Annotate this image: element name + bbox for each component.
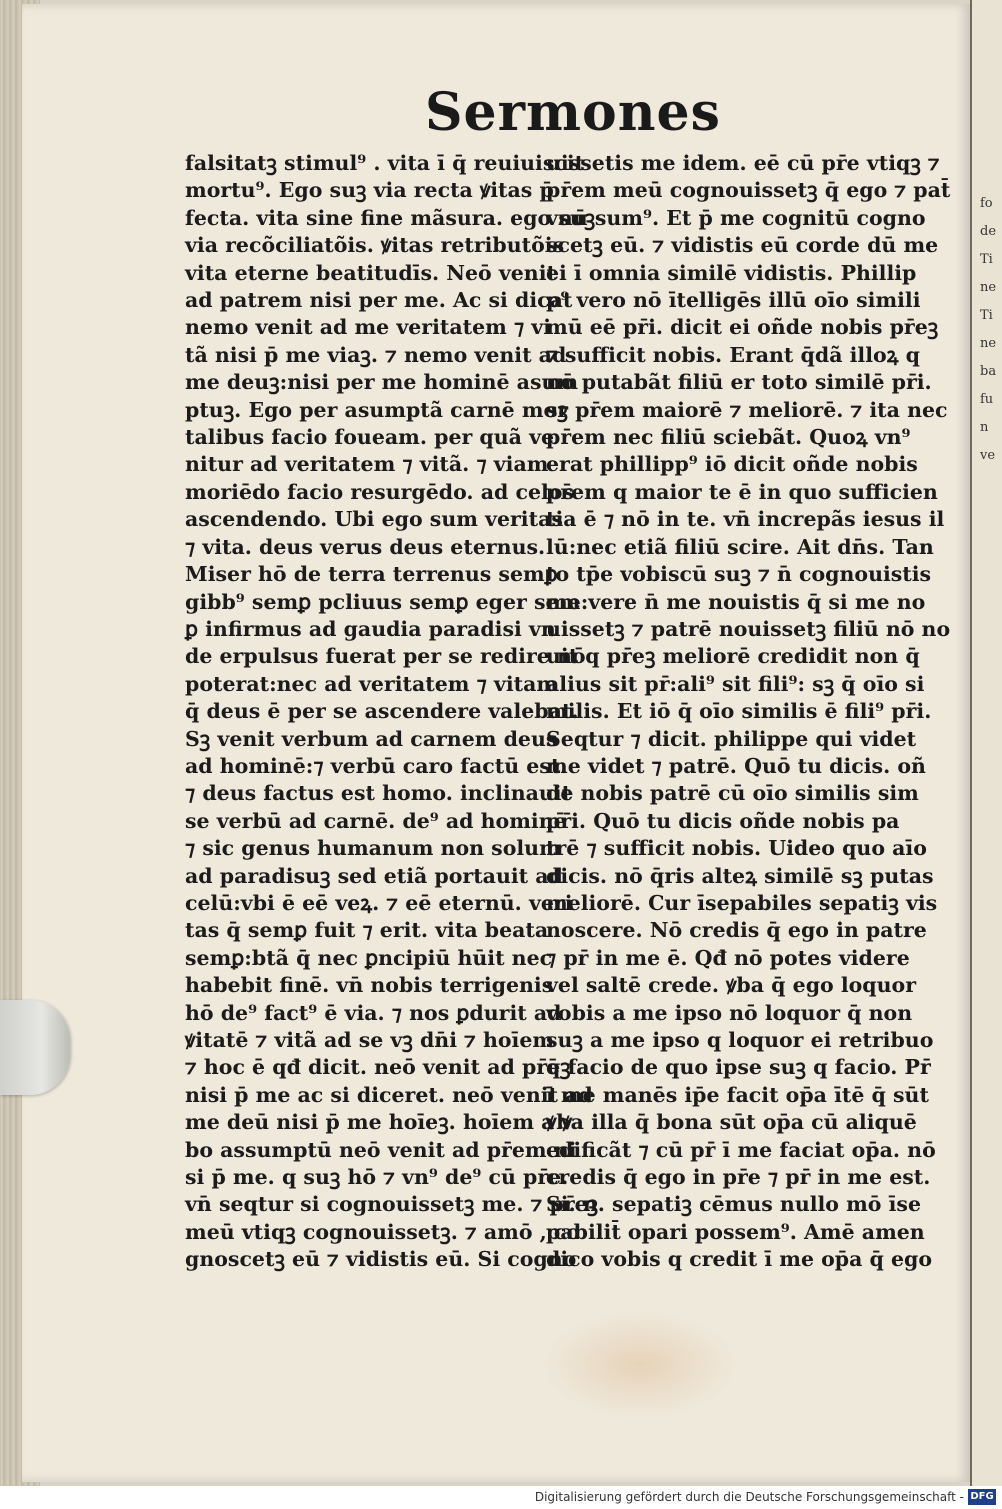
text-line: dicis. nō q̄ris alteꝝ similē sꝫ putas: [546, 863, 934, 888]
text-line: lū:nec etiã filiū scire. Ait dn̄s. Tan: [546, 534, 934, 559]
text-line: ptuꝫ. Ego per asumptã carnē mor: [185, 397, 568, 422]
text-line: ⁊ hoc ē qđ dicit. neō venit ad pr̄eꝫ: [185, 1055, 571, 1080]
text-line: q̄ facio de quo ipse suꝫ q facio. Pr̄: [546, 1055, 931, 1080]
text-line: Sꝫ venit verbum ad carnem deus: [185, 726, 558, 751]
page-clip: [0, 1000, 70, 1095]
text-line: ⁊ sic genus humanum non solum: [185, 836, 561, 861]
text-line: me deuꝫ:nisi per me hominē asum: [185, 370, 579, 395]
text-line: de erpulsus fuerat per se redire nō: [185, 644, 586, 669]
text-line: tas q̄ semꝑ fuit ⁊ erit. vita beata: [185, 918, 549, 943]
text-line: de nobis patrē cū oīo similis sim: [546, 781, 919, 806]
text-line: ⁊ vita. deus verus deus eternus.: [185, 534, 546, 559]
text-line: uit q pr̄eꝫ meliorē credidit non q̄: [546, 644, 920, 669]
text-line: mū eē pr̄i. dicit ei oñde nobis pr̄eꝫ: [546, 315, 939, 340]
text-line: nitur ad veritatem ⁊ vitã. ⁊ viam: [185, 452, 549, 477]
adjacent-page-fragment: Ti: [980, 308, 993, 323]
adjacent-page-fragment: ve: [980, 448, 996, 463]
text-line: moriēdo facio resurgēdo. ad celos: [185, 479, 574, 504]
text-line: falsitatꝫ stimul⁹ . vita ī q̄ reuiuiscit: [185, 151, 585, 175]
text-line: to tp̄e vobiscū suꝫ ⁊ n̄ cognouistis: [546, 562, 932, 587]
text-column-left: [185, 150, 599, 1274]
text-line: nisi p̄ me ac si diceret. neō venit ad: [185, 1082, 593, 1107]
text-line: fecta. vita sine fine mãsura. ego suꝫ: [185, 205, 596, 230]
text-line: q̄ deus ē per se ascendere valebat.: [185, 699, 579, 724]
text-line: meū vtiqꝫ cognouissetꝫ. ⁊ amō , co: [185, 1219, 581, 1244]
text-line: bo assumptū neō venit ad pr̄em ni: [185, 1137, 577, 1162]
text-line: pr̄em q maior te ē in quo sufficien: [546, 479, 938, 504]
text-line: hō de⁹ fact⁹ ē via. ⁊ nos ꝑdurit ad: [185, 1000, 562, 1025]
text-line: ī me manēs ip̄e facit op̄a ītē q̄ sūt: [546, 1082, 929, 1107]
text-line: nō putabãt filiū er toto similē pr̄i.: [546, 370, 932, 395]
text-line: nemo venit ad me veritatem ⁊ vi: [185, 315, 551, 340]
text-line: credis q̄ ego in pr̄e ⁊ pr̄ in me est.: [546, 1165, 931, 1190]
text-line: me deū nisi p̄ me hoīeꝫ. hoīem a ꝟ: [185, 1110, 572, 1135]
text-line: ad hominē:⁊ verbū caro factū est.: [185, 753, 568, 778]
text-line: mortu⁹. Ego suꝫ via recta ꝟitas p̄: [185, 178, 554, 203]
text-line: ꝟba illa q̄ bona sūt op̄a cū aliquē: [546, 1110, 917, 1135]
text-line: vn̄ seqtur si cognouissetꝫ me. ⁊ pr̄eꝫ: [185, 1192, 599, 1217]
text-line: vnū sum⁹. Et p̄ me cognitū cogno: [546, 205, 926, 230]
text-line: edificãt ⁊ cū pr̄ ī me faciat op̄a. nō: [546, 1137, 936, 1162]
text-line: Si. n. sepatiꝫ cēmus nullo mō īse: [546, 1192, 921, 1217]
adjacent-page-fragment: ne: [980, 280, 997, 295]
adjacent-page-edge: [970, 0, 1002, 1486]
text-line: Miser hō de terra terrenus semꝑ: [185, 562, 558, 587]
text-line: se verbū ad carnē. de⁹ ad hominē: [185, 808, 567, 833]
adjacent-page-fragment: fu: [980, 392, 994, 407]
text-column-right: [546, 150, 951, 1274]
footer-bar: [0, 1486, 1000, 1509]
text-line: gnoscetꝫ eū ⁊ vidistis eū. Si cogno: [185, 1247, 577, 1272]
text-line: me videt ⁊ patrē. Quō tu dicis. oñ: [546, 753, 926, 778]
text-line: ⁊ deus factus est homo. inclinauit: [185, 781, 572, 806]
page-stain: [540, 1310, 740, 1420]
text-line: ei ī omnia similē vidistis. Phillip: [546, 260, 917, 285]
text-line: milis. Et iō q̄ oīo similis ē fili⁹ pr̄i.: [546, 699, 932, 724]
text-line: meliorē. Cur īsepabiles sepatiꝫ vis: [546, 890, 938, 915]
text-line: ꝟitatē ⁊ vitã ad se vꝫ dn̄i ⁊ hoīem: [185, 1028, 555, 1052]
text-line: uissetꝫ ⁊ patrē nouissetꝫ filiū nō no: [546, 616, 951, 641]
text-line: sꝫ pr̄em maiorē ⁊ meliorē. ⁊ ita nec: [546, 397, 948, 422]
text-line: pr̄em nec filiū sciebãt. Quoꝝ vn⁹: [546, 425, 911, 450]
text-line: ⁊ sufficit nobis. Erant q̄dã illoꝝ q: [546, 342, 920, 367]
dfg-logo-icon: DFG: [968, 1489, 996, 1505]
text-line: ꝑ infirmus ad gaudia paradisi vn: [185, 616, 556, 641]
text-line: pr̄em meū cognouissetꝫ q̄ ego ⁊ pat̄: [546, 178, 951, 203]
text-line: ad patrem nisi per me. Ac si dicat: [185, 288, 573, 313]
text-line: talibus facio foueam. per quã ve: [185, 425, 555, 450]
text-line: p⁹ vero nō ītelligēs illū oīo simili: [546, 288, 921, 313]
adjacent-page-fragment: fo: [980, 196, 993, 211]
adjacent-page-fragment: Ti: [980, 252, 993, 267]
text-line: gibb⁹ semꝑ pcliuus semꝑ eger sem: [185, 589, 581, 614]
text-line: poterat:nec ad veritatem ⁊ vitam: [185, 671, 559, 696]
text-line: dico vobis q credit ī me op̄a q̄ ego: [546, 1247, 933, 1272]
text-line: pabilit̄ opari possem⁹. Amē amen: [546, 1219, 925, 1244]
text-line: noscere. Nō credis q̄ ego in patre: [546, 918, 927, 943]
text-line: tia ē ⁊ nō in te. vn̄ increpãs iesus il: [546, 507, 945, 532]
text-line: suꝫ a me ipso q loquor ei retribuo: [546, 1028, 934, 1052]
text-line: alius sit pr̄:ali⁹ sit fili⁹: sꝫ q̄ oīo si: [546, 671, 925, 696]
text-line: habebit finē. vn̄ nobis terrigenis: [185, 973, 554, 998]
adjacent-page-fragment: ba: [980, 364, 997, 379]
text-line: ascendendo. Ubi ego sum veritas: [185, 507, 563, 532]
text-line: tã nisi p̄ me viaꝫ. ⁊ nemo venit ad: [185, 342, 567, 367]
text-line: ⁊ pr̄ in me ē. Qđ nō potes videre: [546, 945, 910, 970]
adjacent-page-fragment: de: [980, 224, 997, 239]
text-line: trē ⁊ sufficit nobis. Uideo quo aīo: [546, 836, 927, 861]
funding-notice: Digitalisierung gefördert durch die Deutsche Forschungsgemeinschaft -: [534, 1490, 964, 1504]
text-line: uissetis me idem. eē cū pr̄e vtiqꝫ ⁊: [546, 151, 940, 175]
text-line: Seqtur ⁊ dicit. philippe qui videt: [546, 726, 917, 751]
adjacent-page-fragment: ne: [980, 336, 997, 351]
text-line: ad paradisuꝫ sed etiã portauit ad: [185, 863, 563, 888]
text-line: scetꝫ eū. ⁊ vidistis eū corde dū me: [546, 233, 939, 258]
text-line: pr̄i. Quō tu dicis oñde nobis pa: [546, 808, 900, 833]
text-line: via recõciliatõis. ꝟitas retributõis: [185, 233, 565, 258]
text-line: celū:vbi ē eē veꝝ. ⁊ eē eternū. veri: [185, 890, 573, 915]
text-line: erat phillipp⁹ iō dicit oñde nobis: [546, 452, 918, 477]
text-line: me:vere n̄ me nouistis q̄ si me no: [546, 589, 926, 614]
page-heading: Sermones: [425, 82, 721, 143]
adjacent-page-fragment: n: [980, 420, 989, 435]
text-line: vel saltē crede. ꝟba q̄ ego loquor: [546, 973, 917, 998]
text-line: vobis a me ipso nō loquor q̄ non: [546, 1000, 913, 1025]
adjacent-page-text: [972, 0, 1002, 470]
text-line: semꝑ:btã q̄ nec ꝑncipiū hūit nec: [185, 945, 553, 970]
text-line: vita eterne beatitudīs. Neō venit: [185, 260, 556, 285]
text-line: si p̄ me. q suꝫ hō ⁊ vn⁹ de⁹ cū pr̄e.: [185, 1165, 569, 1190]
